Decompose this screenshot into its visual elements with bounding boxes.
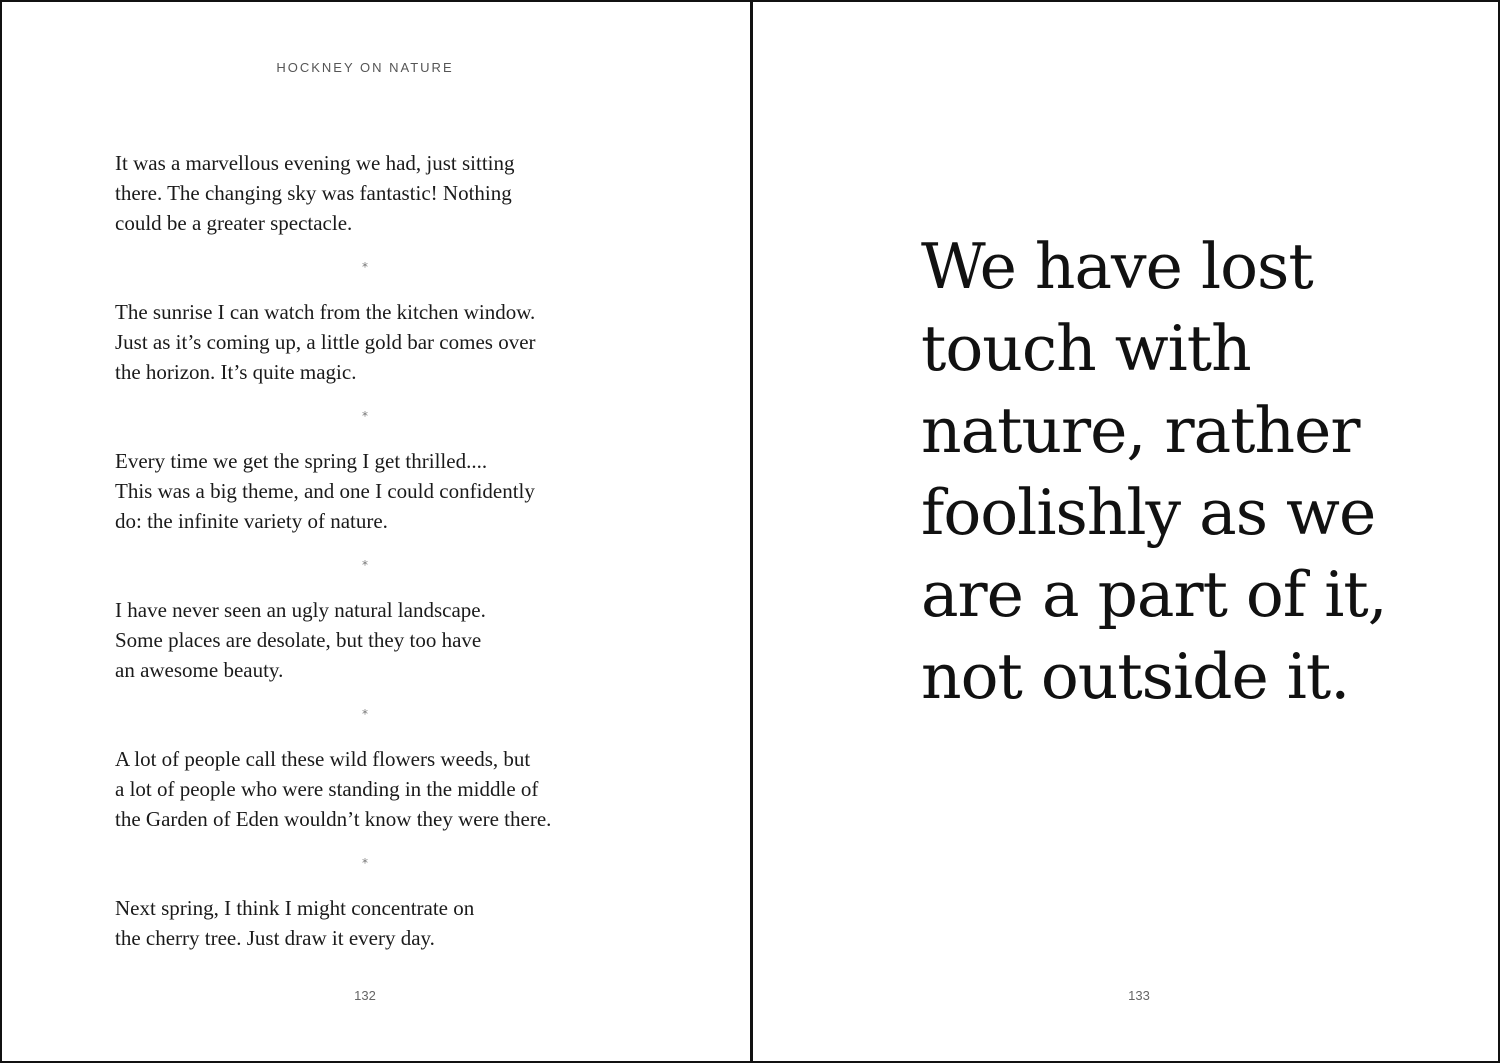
page-number-right: 133 bbox=[1128, 988, 1150, 1003]
running-head: HOCKNEY ON NATURE bbox=[276, 60, 454, 75]
separator-asterisk: * bbox=[362, 260, 368, 274]
quote-paragraph: Next spring, I think I might concentrate on the cherry tree. Just draw it every day. bbox=[115, 896, 475, 950]
separator-asterisk: * bbox=[362, 409, 368, 423]
quote-paragraph: Every time we get the spring I get thrilled.... This was a big theme, and one I could confidently do: the infinite variety of nature. bbox=[115, 449, 535, 533]
quote-paragraph: It was a marvellous evening we had, just sitting there. The changing sky was fantastic! Nothing could be a greater spectacle. bbox=[115, 151, 515, 235]
separator-asterisk: * bbox=[362, 707, 368, 721]
quotes-column bbox=[115, 148, 635, 953]
quote-paragraph: I have never seen an ugly natural landscape. Some places are desolate, but they too have an awesome beauty. bbox=[115, 598, 486, 682]
left-page bbox=[2, 2, 750, 1061]
quote-paragraph: A lot of people call these wild flowers weeds, but a lot of people who were standing in the middle of the Garden of Eden wouldn’t know they were there. bbox=[115, 747, 552, 831]
right-page bbox=[753, 2, 1498, 1061]
separator-asterisk: * bbox=[362, 558, 368, 572]
page-number-left: 132 bbox=[354, 988, 376, 1003]
separator-asterisk: * bbox=[362, 856, 368, 870]
quote-paragraph: The sunrise I can watch from the kitchen window. Just as it’s coming up, a little gold bar comes over the horizon. It’s quite magic. bbox=[115, 300, 536, 384]
pull-quote: We have lost touch with nature, rather foolishly as we are a part of it, not outside it. bbox=[921, 230, 1387, 713]
